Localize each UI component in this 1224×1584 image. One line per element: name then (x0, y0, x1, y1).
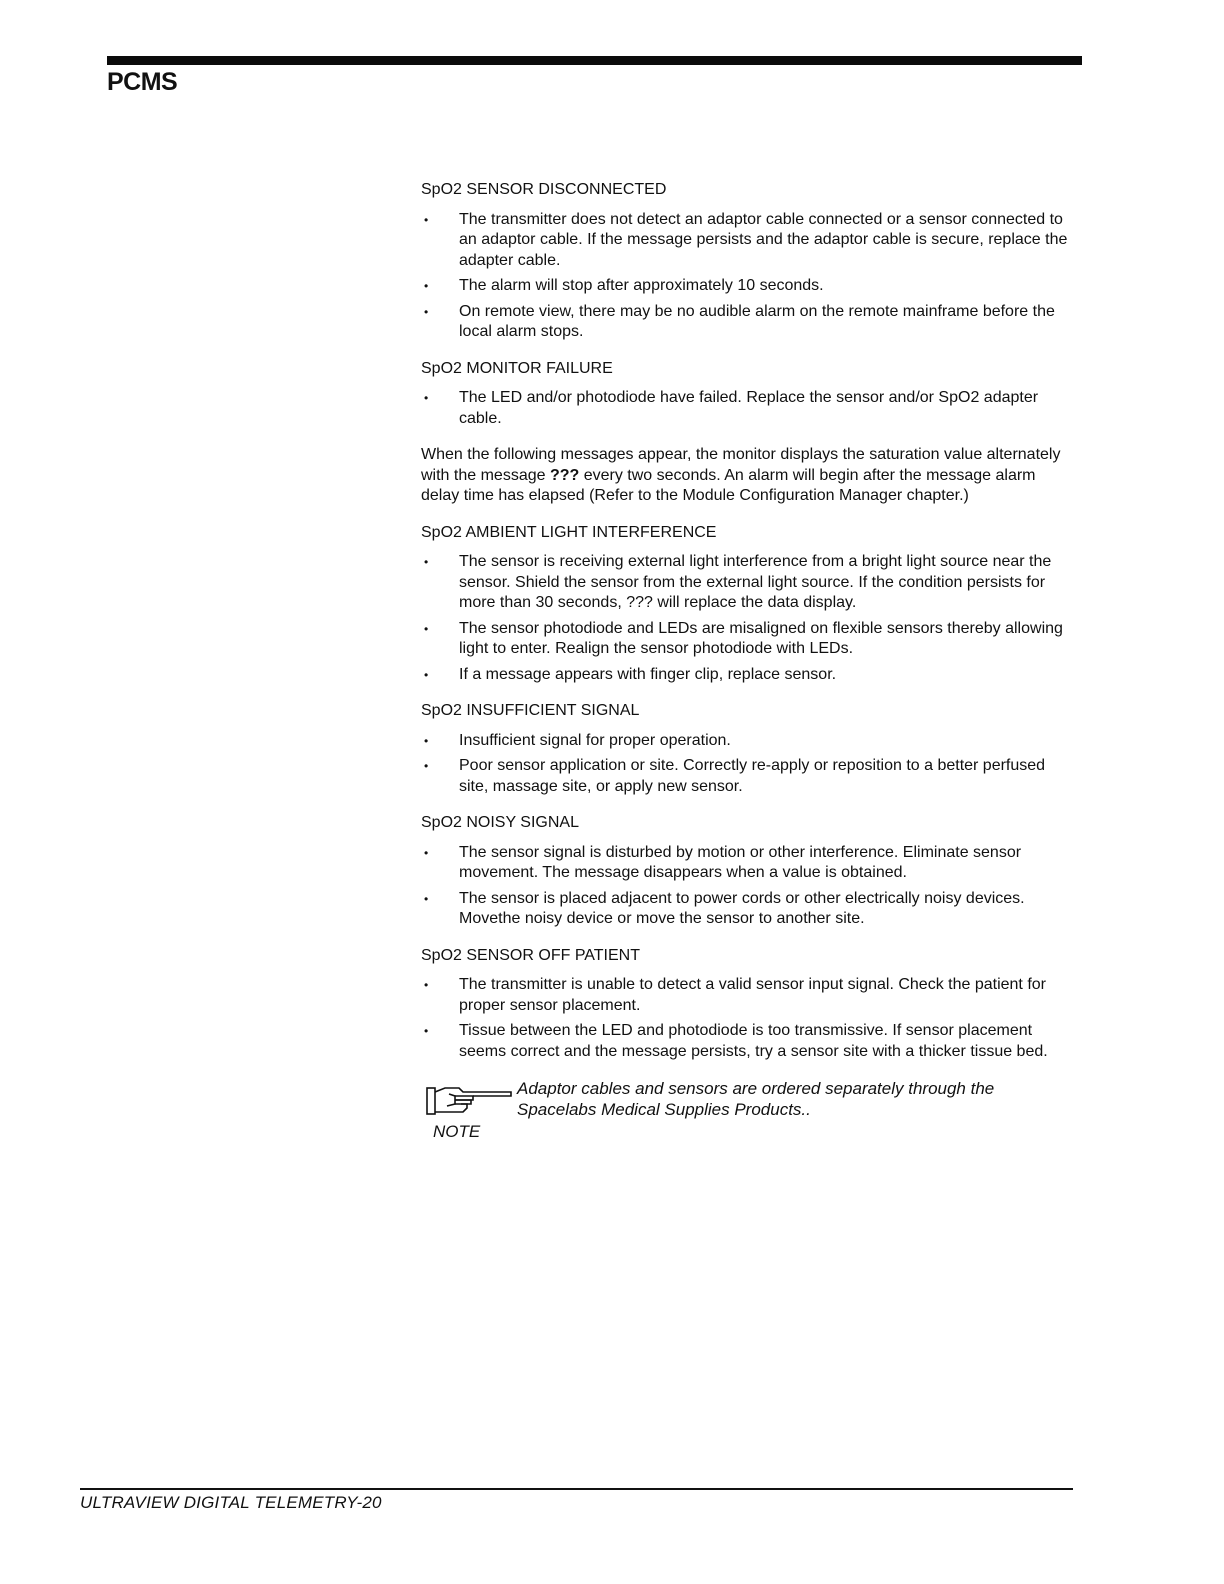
section-heading: SpO2 SENSOR OFF PATIENT (421, 946, 640, 964)
note-text: Adaptor cables and sensors are ordered separately through the Spacelabs Medical Supplies Products.. (517, 1079, 995, 1119)
bullet-list (421, 843, 1076, 930)
bullet-item: • The LED and/or photodiode have failed. Replace the sensor and/or SpO2 adapter cable. (421, 388, 1076, 429)
bullet-item: • On remote view, there may be no audible alarm on the remote mainframe before the local alarm stops. (421, 302, 1076, 343)
section-heading: SpO2 AMBIENT LIGHT INTERFERENCE (421, 523, 717, 541)
pointing-hand-icon (425, 1082, 515, 1118)
section-heading: SpO2 MONITOR FAILURE (421, 359, 613, 377)
bullet-item: • Poor sensor application or site. Correctly re-apply or reposition to a better perfused site, massage site, or apply new sensor. (421, 756, 1076, 797)
bullet-item: • The transmitter does not detect an adaptor cable connected or a sensor connected to an adaptor cable. If the message persists and the adaptor cable is secure, replace the adapter cable. (421, 210, 1076, 272)
header-rule (107, 56, 1082, 65)
section-heading: SpO2 NOISY SIGNAL (421, 814, 579, 831)
section-sensor-off-patient (421, 946, 1076, 1063)
note-label: NOTE (433, 1122, 481, 1141)
bullet-item: • The alarm will stop after approximately 10 seconds. (421, 276, 1076, 297)
bullet-item: • The transmitter is unable to detect a valid sensor input signal. Check the patient for proper sensor placement. (421, 975, 1076, 1016)
page-title: PCMS (107, 68, 178, 96)
section-heading: SpO2 INSUFFICIENT SIGNAL (421, 702, 640, 719)
footer-rule (80, 1488, 1073, 1490)
bullet-list (421, 210, 1076, 343)
bullet-item: • The sensor signal is disturbed by motion or other interference. Eliminate sensor movement. The message disappears when a value is obtained. (421, 843, 1076, 884)
bullet-item: • The sensor is receiving external light interference from a bright light source near the sensor. Shield the sensor from the external light source. If the condition persists for more than 30 seconds, ??? will replace the data display. (421, 552, 1076, 614)
bullet-item: • Insufficient signal for proper operation. (421, 731, 1076, 752)
section-sensor-disconnected (421, 180, 1076, 343)
bullet-list (421, 388, 1076, 429)
bullet-list (421, 731, 1076, 798)
note-box (421, 1078, 1076, 1148)
intro-text-after: every two seconds. An alarm will begin after the message alarm delay time has elapsed (Refer to the Module Configuration Manager chapter.) (421, 466, 1036, 504)
page-content (421, 180, 1076, 1148)
intro-emphasis: ??? (549, 466, 580, 484)
bullet-list (421, 552, 1076, 685)
intro-paragraph (421, 445, 1076, 507)
section-insufficient-signal (421, 701, 1076, 797)
section-heading: SpO2 SENSOR DISCONNECTED (421, 181, 667, 198)
footer-title: ULTRAVIEW DIGITAL TELEMETRY-20 (80, 1493, 382, 1512)
bullet-item: • If a message appears with finger clip, replace sensor. (421, 665, 1076, 686)
bullet-list (421, 975, 1076, 1062)
bullet-item: • The sensor photodiode and LEDs are misaligned on flexible sensors thereby allowing light to enter. Realign the sensor photodiode with LEDs. (421, 619, 1076, 660)
bullet-item: • The sensor is placed adjacent to power cords or other electrically noisy devices. Movethe noisy device or move the sensor to another site. (421, 889, 1076, 930)
section-monitor-failure (421, 359, 1076, 430)
section-noisy-signal (421, 813, 1076, 930)
section-ambient-light (421, 523, 1076, 686)
intro-text-before: When the following messages appear, the monitor displays the saturation value alternately with the message (421, 446, 1061, 484)
bullet-item: • Tissue between the LED and photodiode is too transmissive. If sensor placement seems correct and the message persists, try a sensor site with a thicker tissue bed. (421, 1021, 1076, 1062)
